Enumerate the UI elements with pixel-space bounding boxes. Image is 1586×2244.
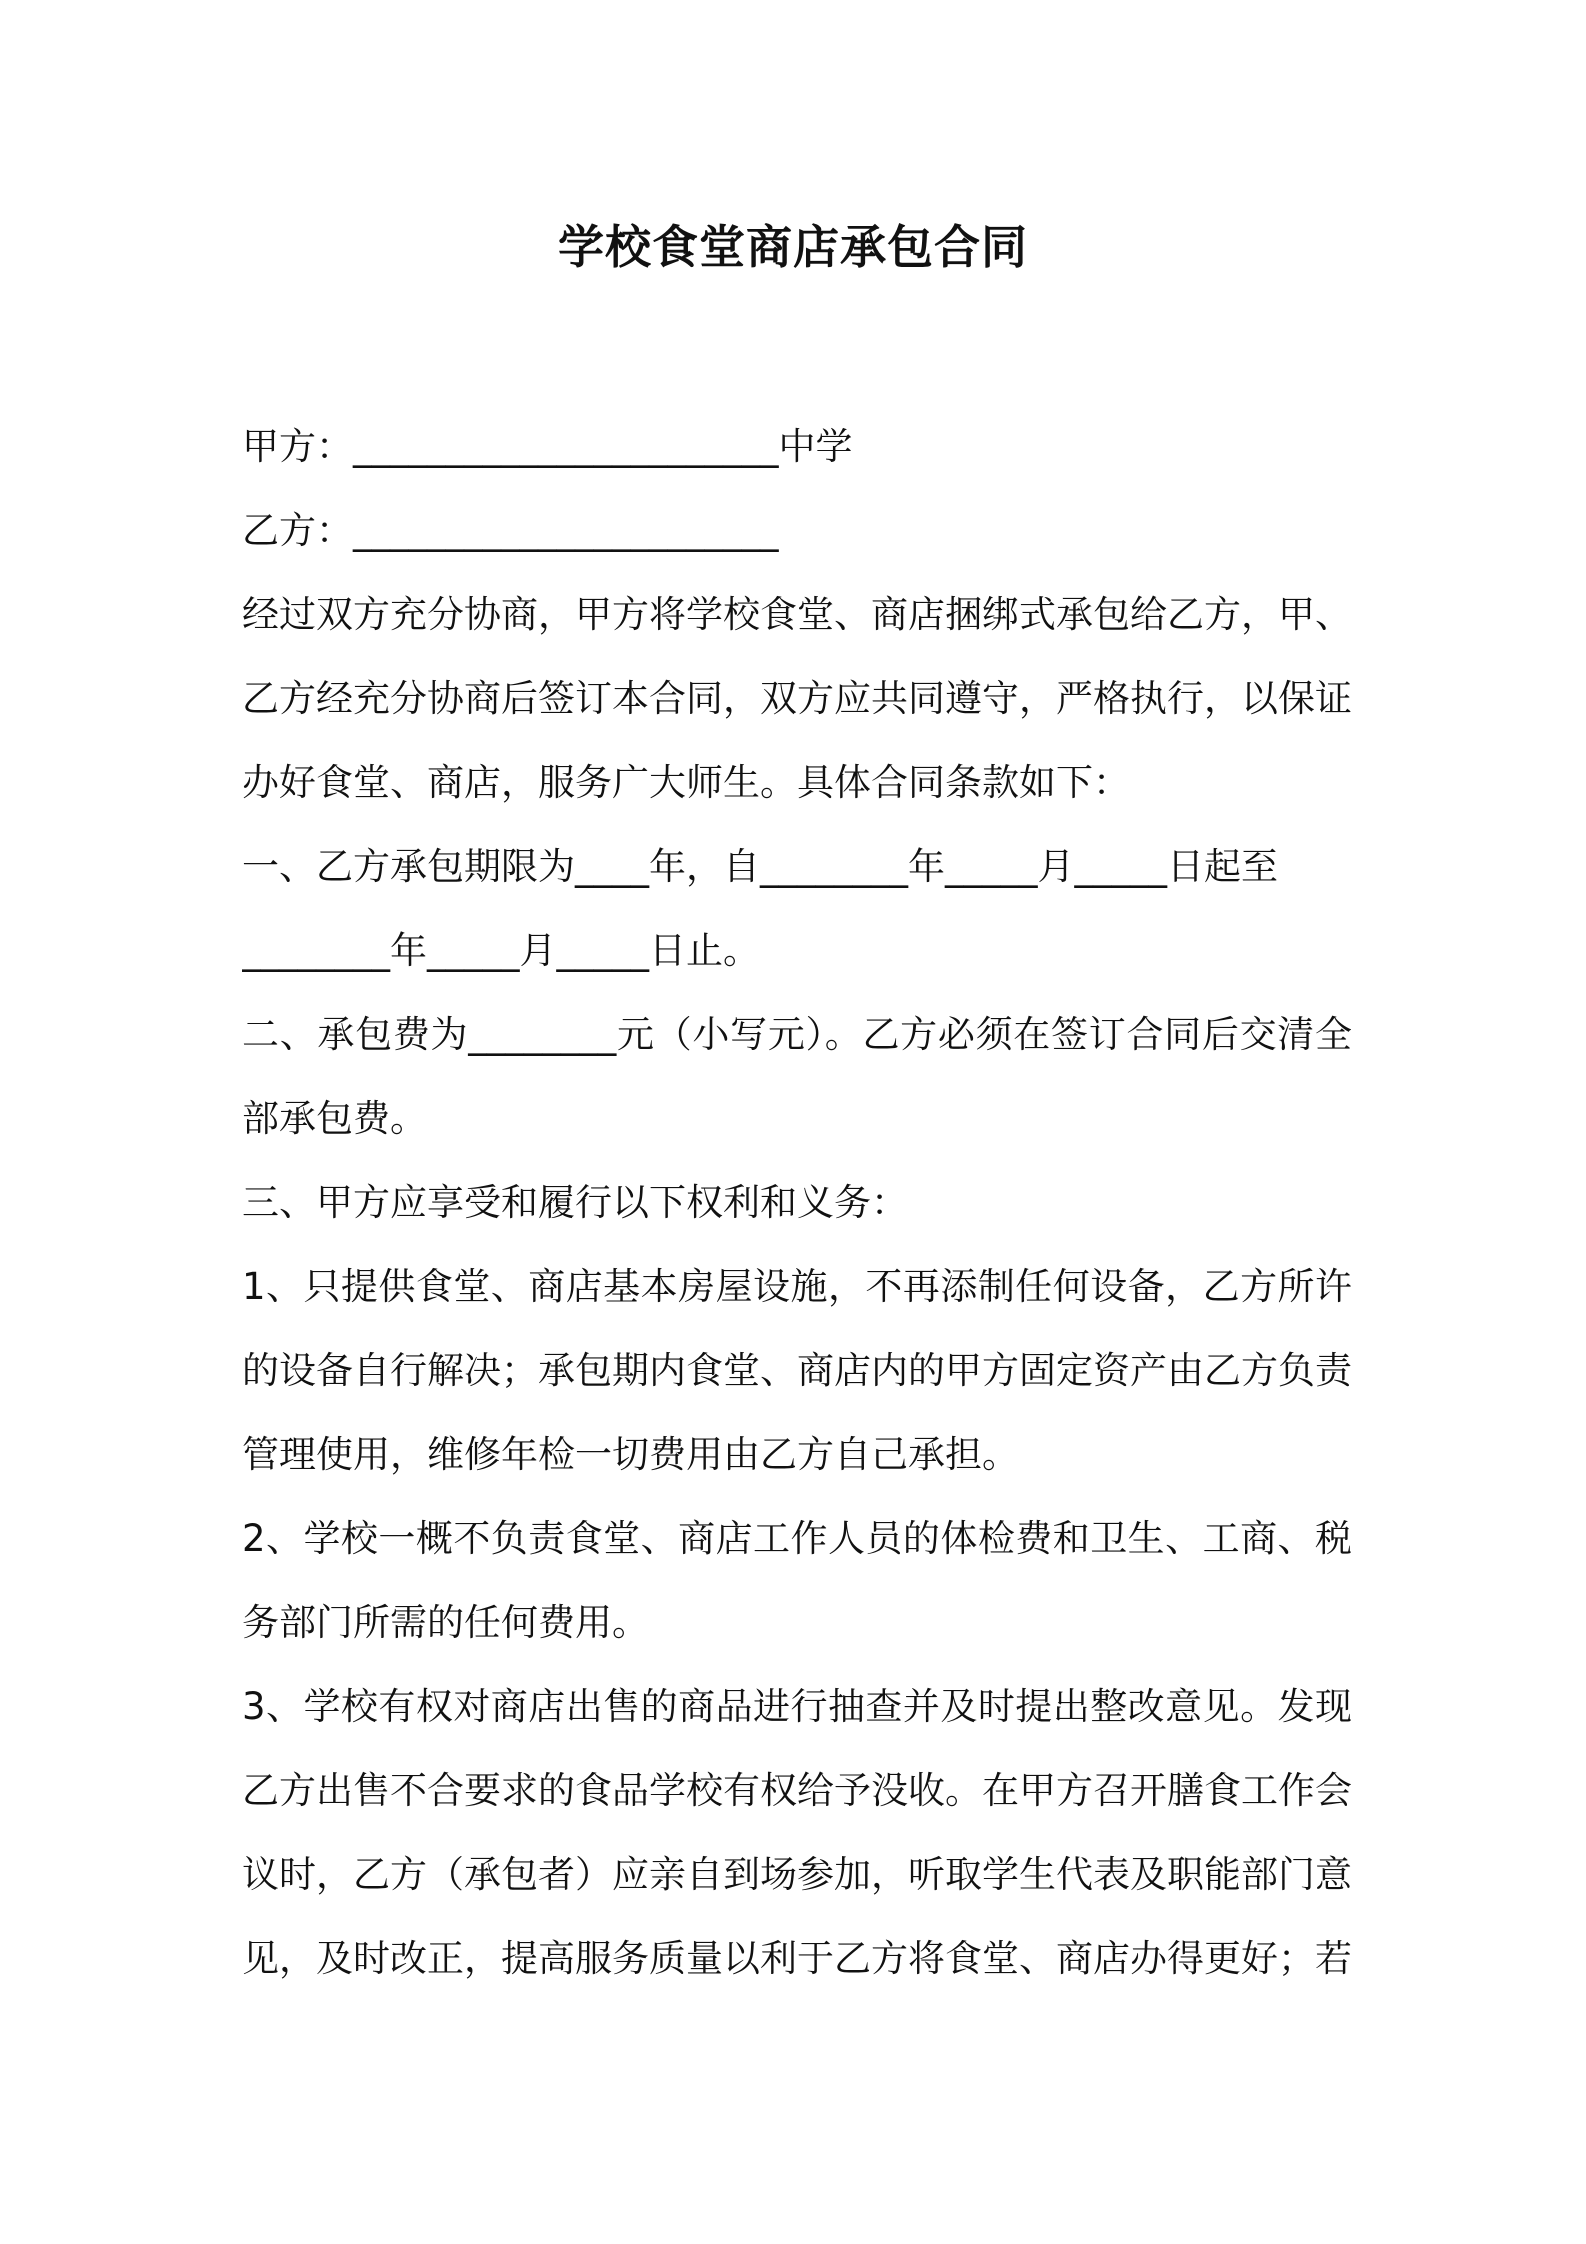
document-body [242, 405, 1352, 2001]
document-line: 部承包费。 [242, 1097, 427, 1140]
document-line: 议时，乙方（承包者）应亲自到场参加，听取学生代表及职能部门意 [242, 1853, 1352, 1896]
document-line: 二、承包费为________元（小写元）。乙方必须在签订合同后交清全 [242, 1013, 1352, 1056]
document-line: 经过双方充分协商，甲方将学校食堂、商店捆绑式承包给乙方，甲、 [242, 593, 1352, 636]
document-line: 1、只提供食堂、商店基本房屋设施，不再添制任何设备，乙方所许 [242, 1265, 1352, 1308]
document-line: 三、甲方应享受和履行以下权利和义务： [242, 1181, 908, 1224]
document-line: 办好食堂、商店，服务广大师生。具体合同条款如下： [242, 761, 1130, 804]
document-line: 3、学校有权对商店出售的商品进行抽查并及时提出整改意见。发现 [242, 1685, 1352, 1728]
document-line: 务部门所需的任何费用。 [242, 1601, 649, 1644]
document-line: 一、乙方承包期限为____年，自________年_____月_____日起至 [242, 845, 1278, 888]
document-line: 的设备自行解决；承包期内食堂、商店内的甲方固定资产由乙方负责 [242, 1349, 1352, 1392]
document-line: 乙方经充分协商后签订本合同，双方应共同遵守，严格执行，以保证 [242, 677, 1352, 720]
document-title: 学校食堂商店承包合同 [558, 220, 1028, 274]
document-line: 乙方：_______________________ [242, 509, 779, 552]
document-line: 见，及时改正，提高服务质量以利于乙方将食堂、商店办得更好；若 [242, 1937, 1352, 1980]
document-line: 管理使用，维修年检一切费用由乙方自己承担。 [242, 1433, 1019, 1476]
document-line: 乙方出售不合要求的食品学校有权给予没收。在甲方召开膳食工作会 [242, 1769, 1352, 1812]
document-line: 甲方：_______________________中学 [242, 425, 853, 468]
document-line: ________年_____月_____日止。 [242, 929, 760, 972]
document-line: 2、学校一概不负责食堂、商店工作人员的体检费和卫生、工商、税 [242, 1517, 1352, 1560]
